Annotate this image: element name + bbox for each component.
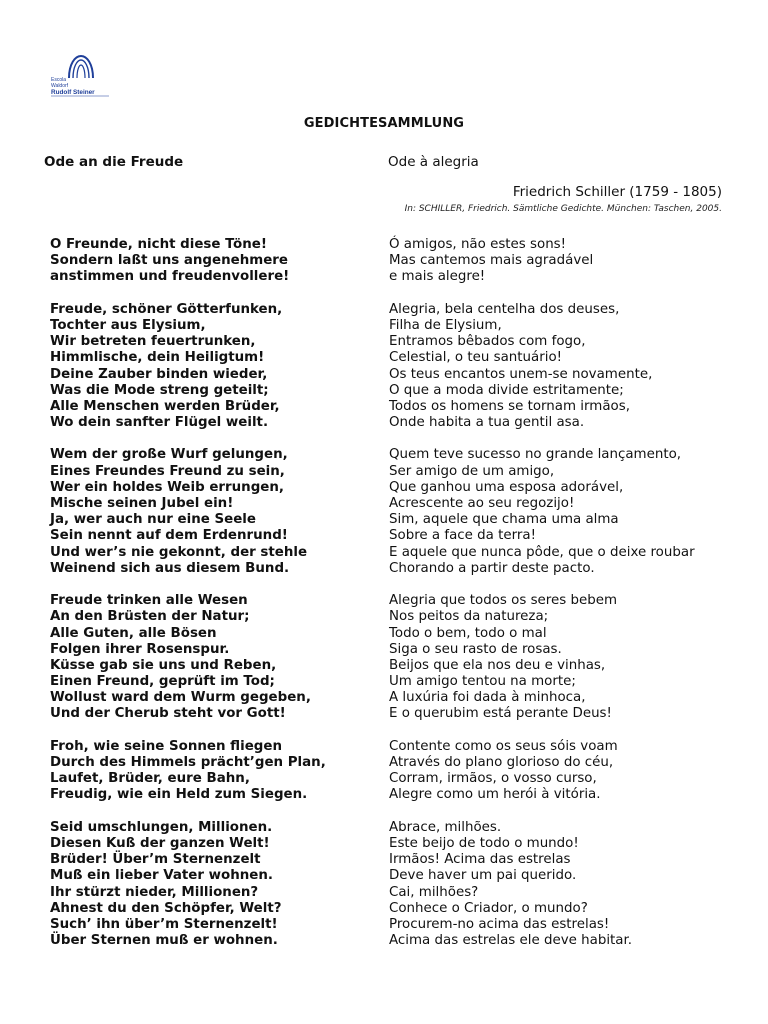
verse-line-pt: Quem teve sucesso no grande lançamento, — [389, 447, 682, 463]
portuguese-text-column — [389, 237, 749, 965]
verse-line-pt: Todo o bem, todo o mal — [389, 625, 547, 641]
verse-line-de: Muß ein lieber Vater wohnen. — [50, 868, 273, 884]
stanza-de — [50, 447, 380, 577]
verse-line-pt: Siga o seu rasto de rosas. — [389, 641, 562, 657]
verse-line-de: Diesen Kuß der ganzen Welt! — [50, 835, 270, 851]
verse-line-pt: Acrescente ao seu regozijo! — [389, 496, 575, 511]
verse-line-pt: Através do plano glorioso do céu, — [389, 755, 614, 770]
verse-line-pt: Mas cantemos mais agradável — [389, 253, 594, 269]
stanza-pt — [389, 593, 749, 723]
verse-line-pt: Entramos bêbados com fogo, — [389, 334, 586, 350]
stanza-de — [50, 302, 380, 432]
verse-line-pt: e mais alegre! — [389, 269, 486, 285]
verse-line-de: Wir betreten feuertrunken, — [50, 334, 256, 350]
verse-line-pt: Procurem-no acima das estrelas! — [389, 916, 610, 932]
verse-line-de: Wer ein holdes Weib errungen, — [50, 479, 284, 495]
verse-line-pt: Cai, milhões? — [389, 884, 479, 900]
verse-line-pt: Alegria, bela centelha dos deuses, — [389, 301, 620, 317]
school-logo-icon — [47, 50, 115, 106]
verse-line-pt: Sim, aquele que chama uma alma — [389, 512, 619, 528]
verse-line-de: Wem der große Wurf gelungen, — [50, 447, 288, 463]
verse-line-de: Laufet, Brüder, eure Bahn, — [50, 771, 250, 787]
verse-line-pt: A luxúria foi dada à minhoca, — [389, 690, 586, 706]
verse-line-pt: Contente como os seus sóis voam — [389, 738, 618, 754]
poem-author: Friedrich Schiller (1759 - 1805) — [512, 184, 722, 200]
verse-line-pt: O que a moda divide estritamente; — [389, 382, 624, 398]
verse-line-pt: Conhece o Criador, o mundo? — [389, 900, 588, 916]
verse-line-pt: Ser amigo de um amigo, — [389, 463, 555, 479]
verse-line-de: Wollust ward dem Wurm gegeben, — [50, 690, 311, 706]
verse-line-de: Über Sternen muß er wohnen. — [50, 933, 278, 949]
verse-line-de: Himmlische, dein Heiligtum! — [50, 350, 265, 366]
verse-line-de: Küsse gab sie uns und Reben, — [50, 657, 277, 673]
poem-source-citation: In: SCHILLER, Friedrich. Sämtliche Gedichte. München: Taschen, 2005. — [404, 204, 722, 214]
verse-line-de: Such’ ihn über’m Sternenzelt! — [50, 916, 278, 932]
verse-line-de: Und wer’s nie gekonnt, der stehle — [50, 544, 308, 560]
verse-line-pt: Um amigo tentou na morte; — [389, 674, 576, 690]
verse-line-pt: Filha de Elysium, — [389, 317, 502, 333]
verse-line-de: Durch des Himmels prächt’gen Plan, — [50, 755, 326, 770]
verse-line-de: Tochter aus Elysium, — [50, 317, 206, 333]
verse-line-pt: Beijos que ela nos deu e vinhas, — [389, 657, 606, 673]
verse-line-de: Seid umschlungen, Millionen. — [50, 819, 273, 835]
stanza-de — [50, 237, 380, 286]
verse-line-de: Was die Mode streng geteilt; — [50, 382, 269, 398]
verse-line-de: Mische seinen Jubel ein! — [50, 496, 234, 511]
poem-title-german: Ode an die Freude — [44, 154, 184, 170]
verse-line-pt: Onde habita a tua gentil asa. — [389, 415, 585, 431]
verse-line-de: Alle Guten, alle Bösen — [50, 625, 217, 641]
verse-line-pt: E aquele que nunca pôde, que o deixe roubar — [389, 544, 695, 560]
verse-line-pt: Que ganhou uma esposa adorável, — [389, 479, 624, 495]
stanza-pt — [389, 739, 749, 804]
verse-line-de: Und der Cherub steht vor Gott! — [50, 706, 286, 722]
verse-line-de: Brüder! Über’m Sternenzelt — [50, 852, 261, 868]
verse-line-de: Sondern laßt uns angenehmere — [50, 253, 288, 269]
verse-line-pt: Corram, irmãos, o vosso curso, — [389, 771, 597, 787]
verse-line-de: Ihr stürzt nieder, Millionen? — [50, 884, 259, 900]
stanza-de — [50, 820, 380, 950]
verse-line-pt: Alegre como um herói à vitória. — [389, 787, 601, 803]
verse-line-pt: Os teus encantos unem-se novamente, — [389, 366, 653, 382]
verse-line-de: Weinend sich aus diesem Bund. — [50, 560, 290, 576]
verse-line-de: Ja, wer auch nur eine Seele — [50, 512, 256, 528]
verse-line-pt: Ó amigos, não estes sons! — [389, 237, 567, 252]
verse-line-pt: Acima das estrelas ele deve habitar. — [389, 933, 633, 949]
verse-line-de: Folgen ihrer Rosenspur. — [50, 641, 230, 657]
verse-line-de: Sein nennt auf dem Erdenrund! — [50, 528, 288, 544]
logo-text-line3: Rudolf Steiner — [51, 89, 95, 96]
stanza-de — [50, 593, 380, 723]
verse-line-de: Einen Freund, geprüft im Tod; — [50, 674, 275, 690]
verse-line-de: O Freunde, nicht diese Töne! — [50, 237, 267, 252]
stanza-pt — [389, 447, 749, 577]
verse-line-pt: Celestial, o teu santuário! — [389, 350, 563, 366]
verse-line-de: Wo dein sanfter Flügel weilt. — [50, 415, 269, 431]
verse-line-de: Eines Freundes Freund zu sein, — [50, 463, 285, 479]
verse-line-de: An den Brüsten der Natur; — [50, 609, 250, 625]
verse-line-pt: Chorando a partir deste pacto. — [389, 560, 595, 576]
verse-line-pt: Deve haver um pai querido. — [389, 868, 577, 884]
school-logo — [47, 50, 115, 106]
stanza-pt — [389, 820, 749, 950]
verse-line-pt: Todos os homens se tornam irmãos, — [389, 398, 630, 414]
verse-line-pt: Irmãos! Acima das estrelas — [389, 852, 571, 868]
german-text-column — [50, 237, 380, 965]
verse-line-de: Freude, schöner Götterfunken, — [50, 301, 283, 317]
verse-line-de: Freudig, wie ein Held zum Siegen. — [50, 787, 308, 803]
logo-text-line1: Escola — [51, 77, 67, 83]
verse-line-de: Froh, wie seine Sonnen fliegen — [50, 738, 282, 754]
logo-text-line2: Waldorf — [51, 83, 69, 89]
stanza-pt — [389, 237, 749, 286]
verse-line-pt: Este beijo de todo o mundo! — [389, 835, 579, 851]
stanza-pt — [389, 302, 749, 432]
verse-line-de: Deine Zauber binden wieder, — [50, 366, 268, 382]
verse-line-pt: E o querubim está perante Deus! — [389, 706, 612, 722]
stanza-de — [50, 739, 380, 804]
poem-title-portuguese: Ode à alegria — [388, 154, 479, 170]
verse-line-de: anstimmen und freudenvollere! — [50, 269, 290, 285]
document-title: GEDICHTESAMMLUNG — [303, 116, 465, 131]
verse-line-de: Ahnest du den Schöpfer, Welt? — [50, 900, 282, 916]
verse-line-pt: Nos peitos da natureza; — [389, 609, 549, 625]
verse-line-pt: Abrace, milhões. — [389, 819, 502, 835]
verse-line-de: Freude trinken alle Wesen — [50, 593, 248, 609]
verse-line-pt: Sobre a face da terra! — [389, 528, 536, 544]
verse-line-pt: Alegria que todos os seres bebem — [389, 593, 618, 609]
verse-line-de: Alle Menschen werden Brüder, — [50, 398, 280, 414]
